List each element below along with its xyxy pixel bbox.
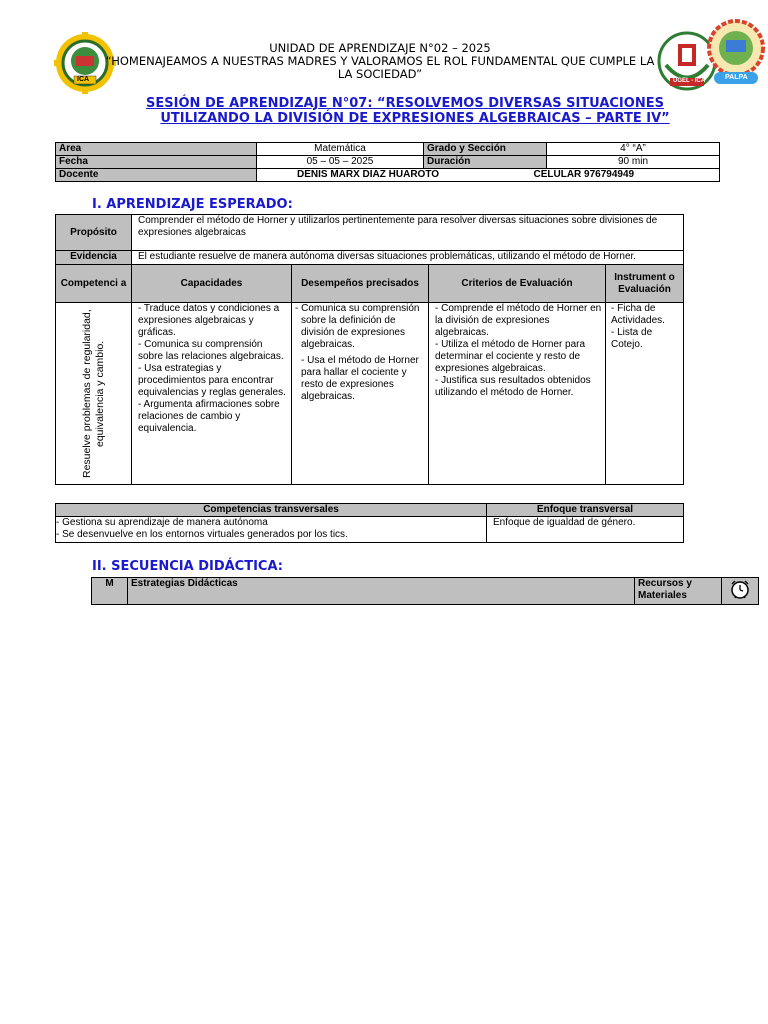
col-estrategias-header: Estrategias Didácticas [128, 578, 635, 605]
proposito-value: Comprender el método de Horner y utilizarlos pertinentemente para resolver diversas situaciones sobre divisiones de expresiones algebraicas [132, 215, 684, 251]
transversal-comp-header: Competencias transversales [56, 504, 487, 517]
docente-cell [257, 169, 720, 182]
session-title-line1: SESIÓN DE APRENDIZAJE N°07: “RESOLVEMOS DIVERSAS SITUACIONES [146, 96, 664, 111]
duracion-value: 90 min [547, 156, 720, 169]
right-logo-text: PALPA [725, 74, 748, 81]
fecha-label: Fecha [56, 156, 257, 169]
alarm-clock-icon [729, 578, 751, 600]
header-desempenos: Desempeños precisados [292, 265, 429, 303]
section1-title: I. APRENDIZAJE ESPERADO: [92, 197, 293, 212]
evidencia-label: Evidencia [56, 251, 132, 265]
transversal-table [55, 503, 684, 543]
session-title-line2: UTILIZANDO LA DIVISIÓN DE EXPRESIONES ALGEBRAICAS – PARTE IV” [160, 111, 670, 126]
header-competencia: Competenci a [56, 265, 132, 303]
sequence-table [91, 577, 759, 605]
col-recursos-header: Recursos y Materiales [635, 578, 722, 605]
area-label: Área [56, 143, 257, 156]
ugel-logo-text: UGEL - ICA [673, 78, 706, 84]
evidencia-value: El estudiante resuelve de manera autónoma diversas situaciones problemáticas, utilizando el método de Horner. [132, 251, 684, 265]
col-m-header: M [92, 578, 128, 605]
docente-value: DENIS MARX DIAZ HUAROTO [297, 169, 440, 180]
grado-value: 4° “A” [547, 143, 720, 156]
transversal-enfoque-header: Enfoque transversal [487, 504, 684, 517]
celular-value: CELULAR 976794949 [533, 169, 635, 180]
instrumento-value: - Ficha de Actividades. - Lista de Cotejo. [606, 303, 684, 485]
unit-title: UNIDAD DE APRENDIZAJE N°02 – 2025 [269, 41, 491, 55]
criterios-value: - Comprende el método de Horner en la división de expresiones algebraicas. - Utiliza el método de Horner para determinar el cociente y resto de expresiones algebraicas. - Justifica sus resultados obtenidos utilizando el método de Horner. [429, 303, 606, 485]
desempenos-value1: - Comunica su comprensión sobre la definición de división de expresiones algebraicas. [295, 303, 420, 350]
competencia-cell [56, 303, 132, 485]
grado-label: Grado y Sección [424, 143, 547, 156]
col-time-header [722, 578, 759, 605]
unit-subtitle-line1: “HOMENAJEAMOS A NUESTRAS MADRES Y VALORAMOS EL ROL FUNDAMENTAL QUE CUMPLE LA [105, 54, 655, 68]
transversal-comp-value: - Gestiona su aprendizaje de manera autónoma - Se desenvuelve en los entornos virtuales generados por los tics. [56, 517, 487, 543]
duracion-label: Duración [424, 156, 547, 169]
fecha-value: 05 – 05 – 2025 [257, 156, 424, 169]
header-capacidades: Capacidades [132, 265, 292, 303]
transversal-enfoque-value: Enfoque de igualdad de género. [487, 517, 684, 543]
section2-title: II. SECUENCIA DIDÁCTICA: [92, 559, 283, 574]
competencia-value: Resuelve problemas de regularidad, equivalencia y cambio. [80, 309, 106, 478]
left-logo-text: ICA [77, 76, 90, 83]
unit-subtitle-line2: LA SOCIEDAD” [337, 67, 423, 81]
docente-label: Docente [56, 169, 257, 182]
info-table [55, 142, 720, 182]
area-value: Matemática [257, 143, 424, 156]
proposito-label: Propósito [56, 215, 132, 251]
institution-logo-right [706, 18, 766, 88]
learning-table [55, 214, 684, 485]
desempenos-cell [292, 303, 429, 485]
capacidades-value: - Traduce datos y condiciones a expresiones algebraicas y gráficas. - Comunica su comprensión sobre las relaciones algebraicas. - Usa estrategias y procedimientos para encontrar equivalencias y reglas generales. - Argumenta afirmaciones sobre relaciones de cambio y equivalencia. [132, 303, 292, 485]
header-instrumento: Instrument o Evaluación [606, 265, 684, 303]
header-criterios: Criterios de Evaluación [429, 265, 606, 303]
desempenos-value2: - Usa el método de Horner para hallar el cociente y resto de expresiones algebraicas. [301, 355, 419, 402]
